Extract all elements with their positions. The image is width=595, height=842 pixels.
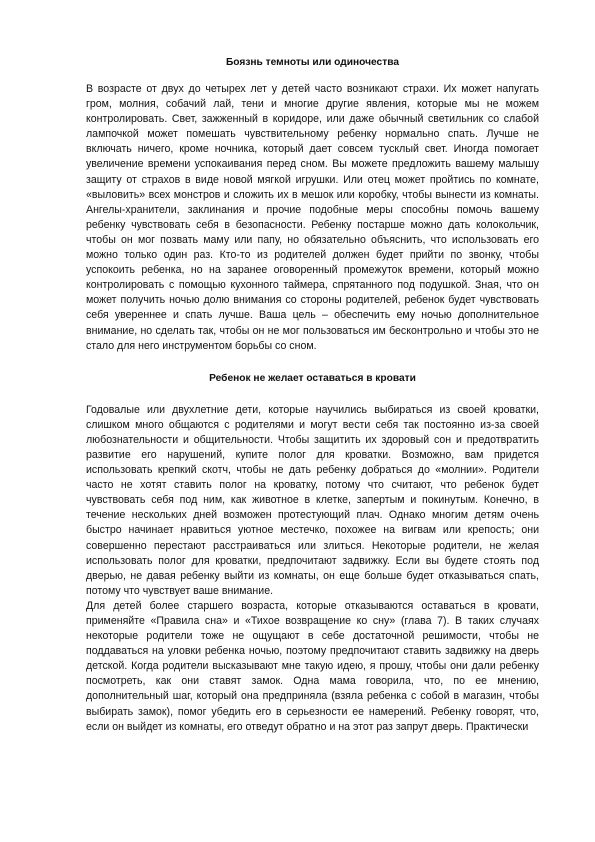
section-title-fear-of-dark: Боязнь темноты или одиночества [225, 57, 400, 68]
section-title-stay-in-bed: Ребенок не желает оставаться в кровати [209, 372, 416, 384]
paragraph-older-children: Для детей более старшего возраста, которые отказываются оставаться в кровати, применяйте «Правила сна» и «Тихое возвращение ко сну» (глава 7). В таких случаях некоторые родители тоже не ощущают в себе достаточной решимости, чтобы не поддаваться на уловки ребенка ночью, поэтому предпочитают ставить задвижку на дверь детской. Когда родители высказывают мне такую идею, я прошу, чтобы они дали ребенку посмотреть, как они ставят замок. Одна мама говорила, что, по ее мнению, дополнительный шаг, который она предприняла (взяла ребенка с собой в магазин, чтобы выбирать замок), помог убедить его в серьезности ее намерений. Ребенку говорят, что, если он выйдет из комнаты, его отведут обратно и на этот раз запрут дверь. Практически [86, 599, 539, 733]
paragraph-toddlers-crib: Годовалые или двухлетние дети, которые научились выбираться из своей кроватки, слишком много общаются с родителями и могут вести себя так постоянно из-за своей любознательности и общительности. Чтобы защитить их здоровый сон и предотвратить развитие его нарушений, купите полог для кроватки. Возможно, вам придется использовать крепкий скотч, чтобы не дать ребенку добраться до «молнии». Родители часто не хотят ставить полог на кроватку, потому что считают, что ребенок будет чувствовать себя под ним, как животное в клетке, запертым и покинутым. Конечно, в течение нескольких дней возможен протестующий плач. Однако многим детям очень быстро начинает нравиться уютное местечко, похожее на вигвам или крепость; они совершенно перестают расстраиваться или злиться. Некоторые родители, не желая использовать полог для кроватки, предпочитают задвижку. Если вы будете стоять под дверью, не давая ребенку выйти из комнаты, он еще больше будет отказываться спать, потому что чувствует ваше внимание. [86, 403, 539, 597]
paragraph-fear-of-dark: В возрасте от двух до четырех лет у детей часто возникают страхи. Их может напугать гром, молния, собачий лай, тени и многие другие явления, которые мы не можем контролировать. Свет, зажженный в коридоре, или даже обычный светильник со слабой лампочкой может помешать чувствительному ребенку нормально спать. Лучше не включать ничего, кроме ночника, который дает совсем тусклый свет. Иногда помогает увеличение времени успокаивания перед сном. Вы можете предложить вашему малышу защиту от страхов в виде новой мягкой игрушки. Или отец может пройтись по комнате, «выловить» всех монстров и сложить их в мешок или коробку, чтобы вынести из комнаты. Ангелы-хранители, заклинания и прочие подобные меры способны помочь вашему ребенку чувствовать себя в безопасности. Ребенку постарше можно дать колокольчик, чтобы он мог позвать маму или папу, но обязательно объяснить, что использовать его можно только один раз. Кто-то из родителей должен будет прийти по звонку, чтобы успокоить ребенка, но на заранее оговоренный промежуток времени, который можно контролировать с помощью кухонного таймера, спрятанного под подушкой. Зная, что он может получить ночью долю внимания со стороны родителей, ребенок будет чувствовать себя увереннее и спать лучше. Ваша цель – обеспечить ему ночью дополнительное внимание, но сделать так, чтобы он не мог пользоваться им бесконтрольно и чтобы это не стало для него инструментом борьбы со сном. [86, 83, 539, 352]
